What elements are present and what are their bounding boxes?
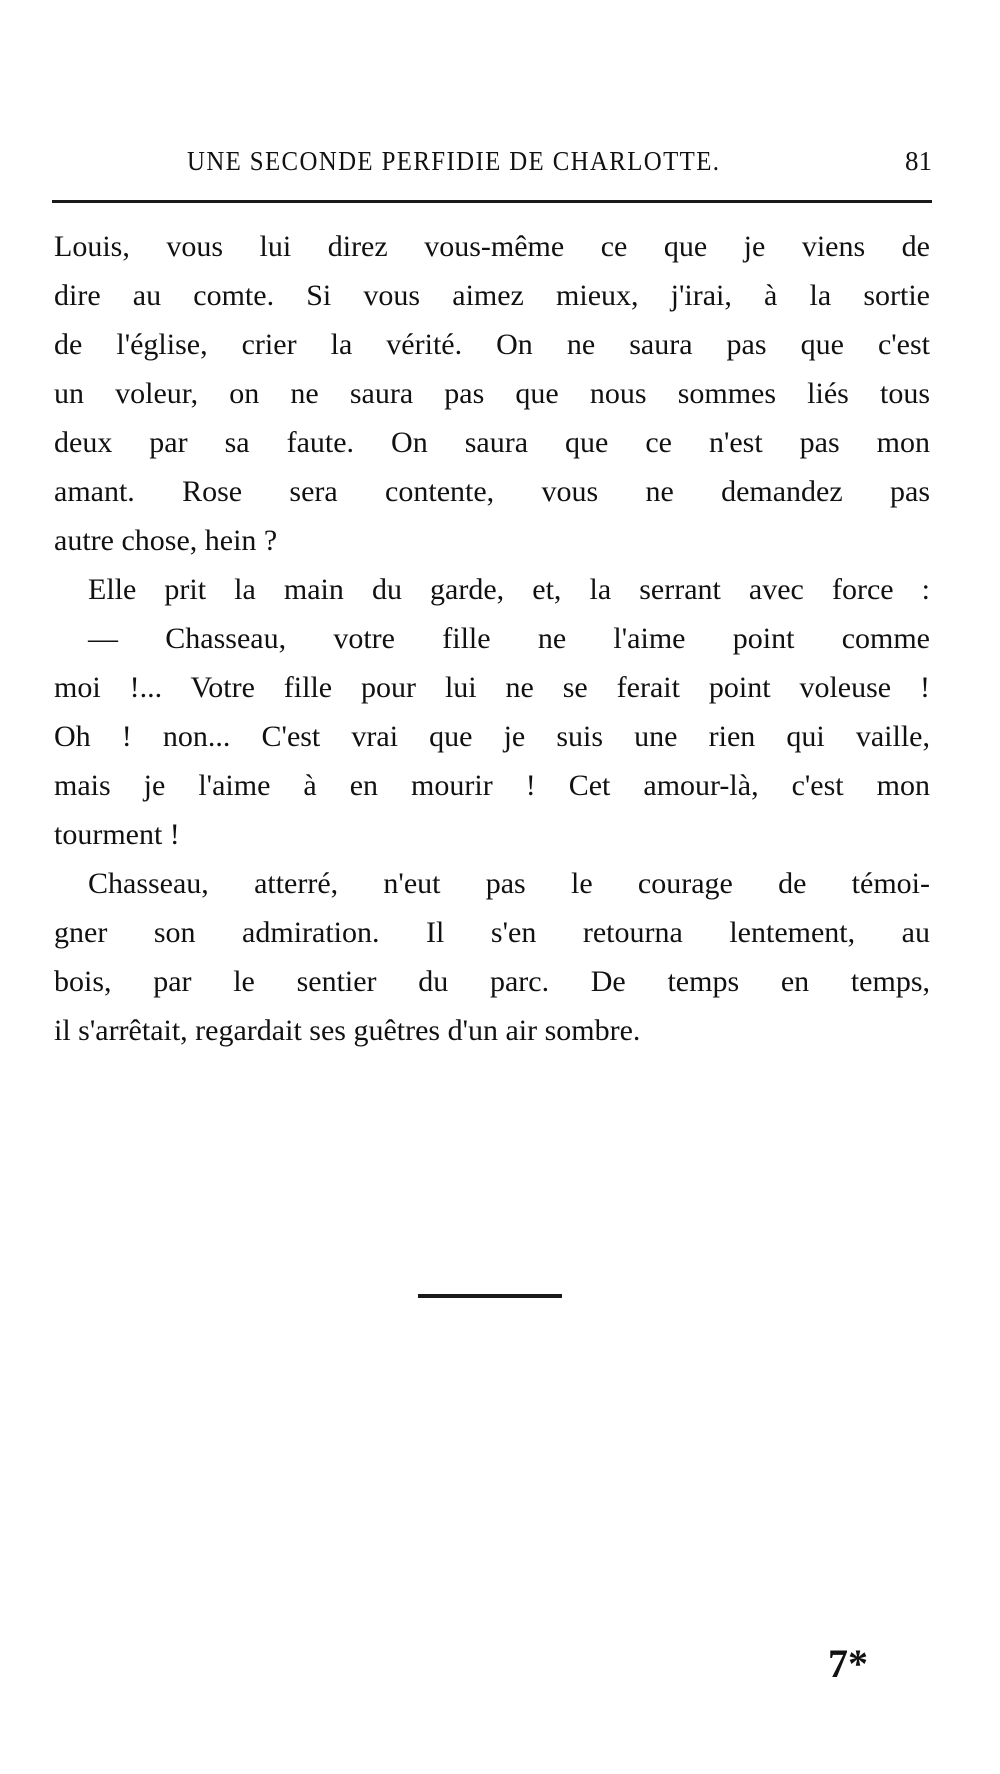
text-line: il s'arrêtait, regardait ses guêtres d'un air sombre. [54,1014,641,1047]
body-text [54,222,930,1055]
text-line: dire au comte. Si vous aimez mieux, j'irai, à la sortie [54,279,930,312]
text-line: autre chose, hein ? [54,524,278,557]
page-number: 81 [905,146,932,176]
text-line: bois, par le sentier du parc. De temps en temps, [54,965,930,998]
header-rule [52,200,932,203]
text-line: amant. Rose sera contente, vous ne demandez pas [54,475,930,508]
text-line: moi !... Votre fille pour lui ne se ferait point voleuse ! [54,671,930,704]
text-line: un voleur, on ne saura pas que nous sommes liés tous [54,377,930,410]
text-line: deux par sa faute. On saura que ce n'est pas mon [54,426,930,459]
text-line: mais je l'aime à en mourir ! Cet amour-là, c'est mon [54,769,930,802]
text-line: Oh ! non... C'est vrai que je suis une rien qui vaille, [54,720,930,753]
running-title: UNE SECONDE PERFIDIE DE CHARLOTTE. [187,146,721,176]
text-line: tourment ! [54,818,180,851]
text-line: Elle prit la main du garde, et, la serrant avec force : [88,573,930,606]
text-line: gner son admiration. Il s'en retourna lentement, au [54,916,930,949]
section-end-rule [418,1294,562,1298]
running-head [52,146,932,186]
text-line: Louis, vous lui direz vous-même ce que je viens de [54,230,930,263]
text-line: Chasseau, atterré, n'eut pas le courage de témoi- [88,867,930,900]
text-line: — Chasseau, votre fille ne l'aime point comme [88,622,930,655]
text-line: de l'église, crier la vérité. On ne saura pas que c'est [54,328,930,361]
signature-mark: 7* [828,1641,868,1686]
